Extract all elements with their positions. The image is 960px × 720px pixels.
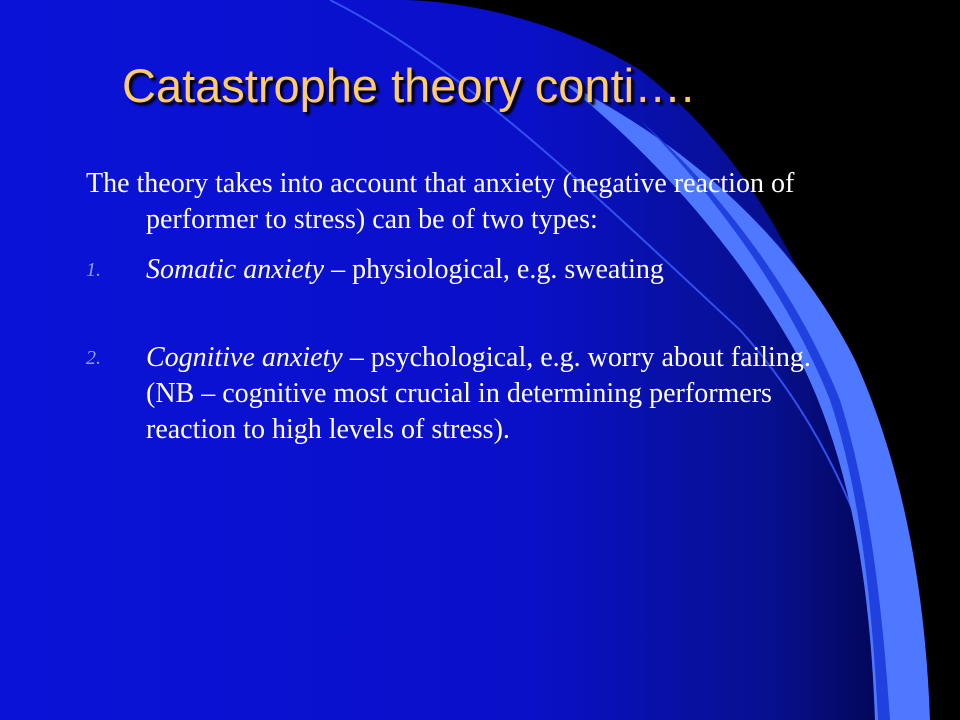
list-number: 1.	[86, 259, 101, 281]
list-term: Somatic anxiety	[146, 254, 325, 285]
list-term: Cognitive anxiety	[146, 342, 343, 373]
slide-title: Catastrophe theory conti….	[122, 59, 695, 112]
intro-paragraph: The theory takes into account that anxiety (negative reaction of performer to stress) can be of two types:	[86, 168, 795, 235]
slide-body	[86, 166, 846, 448]
list-text: – psychological, e.g. worry about failing. (NB – cognitive most crucial in determining performers reaction to high levels of stress).	[146, 342, 811, 445]
list-item-somatic	[86, 252, 846, 288]
list-text: – physiological, e.g. sweating	[324, 254, 664, 285]
list-number: 2.	[86, 347, 101, 369]
list-item-cognitive	[86, 340, 846, 448]
